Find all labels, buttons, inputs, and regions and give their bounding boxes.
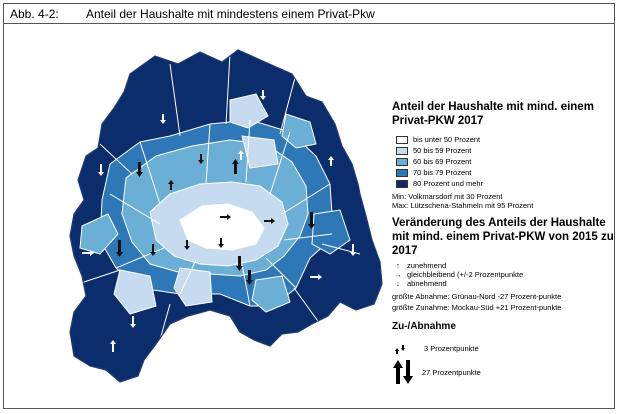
arrow-up-icon: ↑ — [396, 261, 400, 270]
legend-scale-item: 27 Prozentpunkte — [392, 358, 614, 386]
legend-change-items — [392, 261, 614, 288]
legend-change-item: ↑ zunehmend — [392, 261, 614, 270]
legend-title-scale: Zu-/Abnahme — [392, 321, 456, 332]
figure-title — [4, 4, 614, 24]
legend-class: 80 Prozent und mehr — [396, 178, 614, 189]
arrow-right-icon: → — [394, 270, 402, 279]
legend-title-change: Veränderung des Anteils der Haushalte mit mind. einem Privat-PKW von 2015 zu 2017 — [392, 217, 614, 257]
map-legend — [392, 100, 614, 386]
legend-change-item: ↓ abnehmend — [392, 279, 614, 288]
legend-class: bis unter 50 Prozent — [396, 134, 614, 145]
legend-swatch — [396, 136, 408, 144]
legend-class: 60 bis 69 Prozent — [396, 156, 614, 167]
legend-max-decrease: größte Abnahme: Grünau-Nord -27 Prozent-punkte — [392, 292, 562, 301]
legend-swatch — [396, 147, 408, 155]
arrow-down-icon: ↓ — [396, 279, 400, 288]
legend-classes — [392, 134, 614, 189]
legend-swatch — [396, 169, 408, 177]
district — [216, 222, 240, 244]
legend-class: 50 bis 59 Prozent — [396, 145, 614, 156]
legend-min: Min: Volkmarsdorf mit 30 Prozent — [392, 192, 503, 201]
legend-swatch — [396, 158, 408, 166]
large-arrows-icon — [392, 358, 416, 386]
legend-class: 70 bis 79 Prozent — [396, 167, 614, 178]
figure-frame — [3, 3, 615, 409]
legend-change-item: → gleichbleibend (+/-2 Prozentpunkte — [392, 270, 614, 279]
legend-max-increase: größte Zunahme: Mockau-Süd +21 Prozent-punkte — [392, 303, 562, 312]
district-map — [60, 44, 390, 404]
small-arrows-icon — [392, 342, 408, 354]
legend-scale-item: 3 Prozentpunkte — [392, 342, 614, 354]
legend-max: Max: Lützschena-Stahmeln mit 95 Prozent — [392, 201, 534, 210]
legend-title-share: Anteil der Haushalte mit mind. einem Privat-PKW 2017 — [392, 101, 594, 127]
figure-number: Abb. 4-2: — [10, 7, 59, 21]
legend-swatch — [396, 180, 408, 188]
figure-title-text: Anteil der Haushalte mit mindestens einem Privat-Pkw — [86, 7, 375, 21]
